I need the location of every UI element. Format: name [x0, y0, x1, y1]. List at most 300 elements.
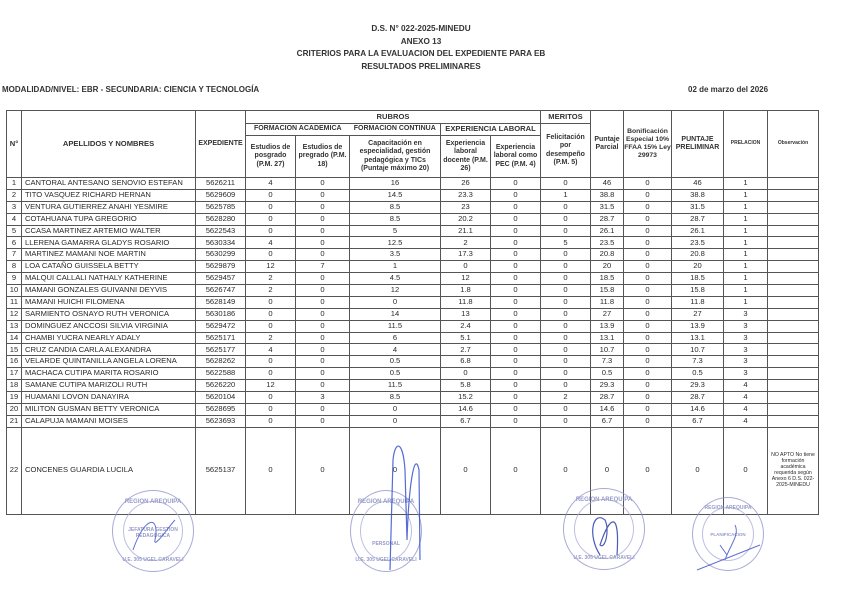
bonificacion: 0 — [624, 356, 672, 368]
prelacion: 1 — [724, 189, 768, 201]
row-number: 18 — [7, 380, 22, 392]
expediente-number: 5626211 — [196, 178, 246, 190]
col-header-exp-docente: Experiencia laboral docente (P.M. 26) — [441, 136, 491, 178]
prelacion: 3 — [724, 356, 768, 368]
applicant-name: MAMANI HUICHI FILOMENA — [22, 296, 196, 308]
puntaje-preliminar: 14.6 — [672, 403, 724, 415]
row-number: 16 — [7, 356, 22, 368]
exp-pec-score: 0 — [491, 213, 541, 225]
expediente-number: 5628280 — [196, 213, 246, 225]
applicant-name: VELARDE QUINTANILLA ANGELA LORENA — [22, 356, 196, 368]
posgrado-score: 0 — [246, 225, 296, 237]
felicitacion-score: 0 — [541, 296, 591, 308]
felicitacion-score: 0 — [541, 178, 591, 190]
capacitacion-score: 3.5 — [350, 249, 441, 261]
table-row — [7, 380, 819, 392]
table-row — [7, 368, 819, 380]
group-header-rubros: RUBROS — [246, 111, 541, 124]
bonificacion: 0 — [624, 403, 672, 415]
observacion — [768, 249, 819, 261]
bonificacion: 0 — [624, 427, 672, 514]
felicitacion-score: 0 — [541, 308, 591, 320]
official-stamp-personal: REGION AREQUIPA PERSONAL U.E. 305 UGEL CARAVELI — [350, 490, 422, 572]
prelacion: 4 — [724, 380, 768, 392]
official-stamp-jefatura: REGION AREQUIPA JEFATURA GESTION PEDAGOGICA U.E. 305 UGEL CARAVELI — [112, 490, 194, 572]
prelacion: 4 — [724, 392, 768, 404]
bonificacion: 0 — [624, 285, 672, 297]
exp-pec-score: 0 — [491, 356, 541, 368]
table-row — [7, 392, 819, 404]
capacitacion-score: 8.5 — [350, 213, 441, 225]
pregrado-score: 0 — [296, 285, 350, 297]
col-header-capacitacion: Capacitación en especialidad, gestión pedagógica y TICs (Puntaje máximo 20) — [350, 136, 441, 178]
prelacion: 3 — [724, 332, 768, 344]
felicitacion-score: 1 — [541, 189, 591, 201]
table-row — [7, 403, 819, 415]
prelacion: 3 — [724, 368, 768, 380]
signature-1 — [125, 510, 185, 560]
felicitacion-score: 0 — [541, 403, 591, 415]
felicitacion-score: 0 — [541, 249, 591, 261]
modalidad-nivel: MODALIDAD/NIVEL: EBR - SECUNDARIA: CIENCIA Y TECNOLOGÍA — [2, 85, 260, 94]
prelacion: 4 — [724, 403, 768, 415]
applicant-name: MARTINEZ MAMANI NOE MARTIN — [22, 249, 196, 261]
expediente-number: 5625137 — [196, 427, 246, 514]
puntaje-preliminar: 13.1 — [672, 332, 724, 344]
row-number: 9 — [7, 273, 22, 285]
capacitacion-score: 0.5 — [350, 356, 441, 368]
puntaje-preliminar: 28.7 — [672, 213, 724, 225]
observacion — [768, 296, 819, 308]
puntaje-preliminar: 31.5 — [672, 201, 724, 213]
puntaje-preliminar: 0 — [672, 427, 724, 514]
capacitacion-score: 8.5 — [350, 201, 441, 213]
exp-docente-score: 20.2 — [441, 213, 491, 225]
expediente-number: 5622588 — [196, 368, 246, 380]
expediente-number: 5628149 — [196, 296, 246, 308]
pregrado-score: 0 — [296, 213, 350, 225]
felicitacion-score: 0 — [541, 201, 591, 213]
posgrado-score: 4 — [246, 237, 296, 249]
felicitacion-score: 0 — [541, 225, 591, 237]
exp-pec-score: 0 — [491, 308, 541, 320]
capacitacion-score: 11.5 — [350, 380, 441, 392]
puntaje-parcial: 6.7 — [591, 415, 624, 427]
observacion: NO APTO No tiene formación académica requerida según Anexo 6 D.S. 022-2025-MINEDU — [768, 427, 819, 514]
pregrado-score: 0 — [296, 189, 350, 201]
puntaje-parcial: 38.8 — [591, 189, 624, 201]
expediente-number: 5629609 — [196, 189, 246, 201]
observacion — [768, 189, 819, 201]
posgrado-score: 0 — [246, 356, 296, 368]
expediente-number: 5623693 — [196, 415, 246, 427]
row-number: 1 — [7, 178, 22, 190]
observacion — [768, 332, 819, 344]
capacitacion-score: 0 — [350, 296, 441, 308]
bonificacion: 0 — [624, 320, 672, 332]
capacitacion-score: 14 — [350, 308, 441, 320]
observacion — [768, 261, 819, 273]
bonificacion: 0 — [624, 415, 672, 427]
applicant-name: CANTORAL ANTESANO SENOVIO ESTEFAN — [22, 178, 196, 190]
puntaje-preliminar: 13.9 — [672, 320, 724, 332]
posgrado-score: 12 — [246, 380, 296, 392]
puntaje-parcial: 27 — [591, 308, 624, 320]
group-header-formacion-academica: FORMACION ACADEMICA — [246, 124, 350, 136]
pregrado-score: 7 — [296, 261, 350, 273]
row-number: 2 — [7, 189, 22, 201]
felicitacion-score: 5 — [541, 237, 591, 249]
puntaje-parcial: 46 — [591, 178, 624, 190]
expediente-number: 5630299 — [196, 249, 246, 261]
table-row — [7, 415, 819, 427]
bonificacion: 0 — [624, 392, 672, 404]
pregrado-score: 0 — [296, 380, 350, 392]
capacitacion-score: 12 — [350, 285, 441, 297]
posgrado-score: 4 — [246, 178, 296, 190]
bonificacion: 0 — [624, 332, 672, 344]
puntaje-preliminar: 26.1 — [672, 225, 724, 237]
felicitacion-score: 0 — [541, 368, 591, 380]
posgrado-score: 0 — [246, 415, 296, 427]
exp-docente-score: 12 — [441, 273, 491, 285]
applicant-name: SARMIENTO OSNAYO RUTH VERONICA — [22, 308, 196, 320]
felicitacion-score: 0 — [541, 285, 591, 297]
applicant-name: CRUZ CANDIA CARLA ALEXANDRA — [22, 344, 196, 356]
puntaje-parcial: 26.1 — [591, 225, 624, 237]
capacitacion-score: 11.5 — [350, 320, 441, 332]
puntaje-preliminar: 20.8 — [672, 249, 724, 261]
felicitacion-score: 0 — [541, 332, 591, 344]
puntaje-parcial: 18.5 — [591, 273, 624, 285]
capacitacion-score: 0 — [350, 427, 441, 514]
table-row — [7, 308, 819, 320]
felicitacion-score: 2 — [541, 392, 591, 404]
table-row — [7, 344, 819, 356]
group-header-formacion-continua: FORMACION CONTINUA — [350, 124, 441, 136]
exp-pec-score: 0 — [491, 380, 541, 392]
table-row — [7, 237, 819, 249]
prelacion: 1 — [724, 249, 768, 261]
capacitacion-score: 16 — [350, 178, 441, 190]
row-number: 7 — [7, 249, 22, 261]
exp-pec-score: 0 — [491, 189, 541, 201]
pregrado-score: 0 — [296, 368, 350, 380]
col-header-exp-pec: Experiencia laboral como PEC (P.M. 4) — [491, 136, 541, 178]
expediente-number: 5629472 — [196, 320, 246, 332]
table-row — [7, 332, 819, 344]
applicant-name: CONCENES GUARDIA LUCILA — [22, 427, 196, 514]
pregrado-score: 0 — [296, 296, 350, 308]
exp-docente-score: 1.8 — [441, 285, 491, 297]
col-header-pregrado: Estudios de pregrado (P.M. 18) — [296, 136, 350, 178]
bonificacion: 0 — [624, 308, 672, 320]
posgrado-score: 0 — [246, 201, 296, 213]
expediente-number: 5625171 — [196, 332, 246, 344]
applicant-name: CALAPUJA MAMANI MOISES — [22, 415, 196, 427]
felicitacion-score: 0 — [541, 320, 591, 332]
expediente-number: 5628695 — [196, 403, 246, 415]
bonificacion: 0 — [624, 225, 672, 237]
prelacion: 3 — [724, 344, 768, 356]
row-number: 17 — [7, 368, 22, 380]
row-number: 15 — [7, 344, 22, 356]
expediente-number: 5625785 — [196, 201, 246, 213]
table-row — [7, 225, 819, 237]
prelacion: 3 — [724, 320, 768, 332]
observacion — [768, 368, 819, 380]
pregrado-score: 0 — [296, 344, 350, 356]
official-stamp-ugel: REGION AREQUIPA U.E. 305 UGEL CARAVELI — [563, 488, 645, 570]
puntaje-parcial: 20.8 — [591, 249, 624, 261]
applicant-name: CCASA MARTINEZ ARTEMIO WALTER — [22, 225, 196, 237]
document-date: 02 de marzo del 2026 — [688, 85, 769, 94]
expediente-number: 5630186 — [196, 308, 246, 320]
exp-pec-score: 0 — [491, 249, 541, 261]
exp-docente-score: 2.4 — [441, 320, 491, 332]
bonificacion: 0 — [624, 213, 672, 225]
puntaje-parcial: 28.7 — [591, 392, 624, 404]
expediente-number: 5629457 — [196, 273, 246, 285]
row-number: 12 — [7, 308, 22, 320]
row-number: 13 — [7, 320, 22, 332]
posgrado-score: 0 — [246, 308, 296, 320]
capacitacion-score: 8.5 — [350, 392, 441, 404]
col-header-bonificacion: Bonificación Especial 10% FFAA 15% Ley 29973 — [624, 111, 672, 178]
observacion — [768, 178, 819, 190]
pregrado-score: 0 — [296, 332, 350, 344]
pregrado-score: 0 — [296, 356, 350, 368]
puntaje-preliminar: 7.3 — [672, 356, 724, 368]
exp-pec-score: 0 — [491, 273, 541, 285]
row-number: 6 — [7, 237, 22, 249]
pregrado-score: 0 — [296, 403, 350, 415]
puntaje-preliminar: 20 — [672, 261, 724, 273]
puntaje-preliminar: 0.5 — [672, 368, 724, 380]
prelacion: 1 — [724, 237, 768, 249]
posgrado-score: 2 — [246, 273, 296, 285]
exp-docente-score: 21.1 — [441, 225, 491, 237]
table-row — [7, 249, 819, 261]
applicant-name: HUAMANI LOVON DANAYIRA — [22, 392, 196, 404]
bonificacion: 0 — [624, 249, 672, 261]
exp-pec-score: 0 — [491, 201, 541, 213]
puntaje-preliminar: 15.8 — [672, 285, 724, 297]
prelacion: 1 — [724, 225, 768, 237]
row-number: 8 — [7, 261, 22, 273]
puntaje-preliminar: 28.7 — [672, 392, 724, 404]
expediente-number: 5629879 — [196, 261, 246, 273]
exp-pec-score: 0 — [491, 415, 541, 427]
col-header-observacion: Observación — [768, 111, 819, 178]
observacion — [768, 201, 819, 213]
posgrado-score: 0 — [246, 368, 296, 380]
expediente-number: 5626220 — [196, 380, 246, 392]
exp-pec-score: 0 — [491, 237, 541, 249]
bonificacion: 0 — [624, 380, 672, 392]
exp-docente-score: 26 — [441, 178, 491, 190]
prelacion: 1 — [724, 273, 768, 285]
row-number: 11 — [7, 296, 22, 308]
pregrado-score: 0 — [296, 178, 350, 190]
pregrado-score: 0 — [296, 249, 350, 261]
applicant-name: MALQUI CALLALI NATHALY KATHERINE — [22, 273, 196, 285]
observacion — [768, 273, 819, 285]
puntaje-parcial: 11.8 — [591, 296, 624, 308]
pregrado-score: 0 — [296, 415, 350, 427]
bonificacion: 0 — [624, 296, 672, 308]
felicitacion-score: 0 — [541, 380, 591, 392]
row-number: 14 — [7, 332, 22, 344]
applicant-name: TITO VASQUEZ RICHARD HERNAN — [22, 189, 196, 201]
prelacion: 1 — [724, 213, 768, 225]
capacitacion-score: 14.5 — [350, 189, 441, 201]
exp-docente-score: 2 — [441, 237, 491, 249]
posgrado-score: 0 — [246, 213, 296, 225]
applicant-name: SAMANE CUTIPA MARIZOLI RUTH — [22, 380, 196, 392]
bonificacion: 0 — [624, 237, 672, 249]
col-header-prelacion: PRELACION — [724, 111, 768, 178]
puntaje-preliminar: 46 — [672, 178, 724, 190]
puntaje-preliminar: 29.3 — [672, 380, 724, 392]
decree-title: D.S. N° 022-2025-MINEDU — [371, 24, 471, 33]
applicant-name: DOMINGUEZ ANCCOSI SILVIA VIRGINIA — [22, 320, 196, 332]
col-header-expediente: EXPEDIENTE — [196, 111, 246, 178]
puntaje-parcial: 28.7 — [591, 213, 624, 225]
puntaje-preliminar: 27 — [672, 308, 724, 320]
col-header-felicitacion: Felicitación por desempeño (P.M. 5) — [541, 124, 591, 178]
observacion — [768, 344, 819, 356]
felicitacion-score: 0 — [541, 356, 591, 368]
puntaje-parcial: 14.6 — [591, 403, 624, 415]
exp-pec-score: 0 — [491, 178, 541, 190]
exp-docente-score: 0 — [441, 368, 491, 380]
prelacion: 1 — [724, 285, 768, 297]
pregrado-score: 0 — [296, 201, 350, 213]
bonificacion: 0 — [624, 201, 672, 213]
observacion — [768, 320, 819, 332]
table-row — [7, 189, 819, 201]
pregrado-score: 0 — [296, 427, 350, 514]
puntaje-parcial: 15.8 — [591, 285, 624, 297]
exp-pec-score: 0 — [491, 392, 541, 404]
posgrado-score: 0 — [246, 320, 296, 332]
group-header-experiencia-laboral: EXPERIENCIA LABORAL — [441, 124, 541, 136]
table-row — [7, 273, 819, 285]
observacion — [768, 415, 819, 427]
posgrado-score: 0 — [246, 403, 296, 415]
puntaje-preliminar: 38.8 — [672, 189, 724, 201]
observacion — [768, 213, 819, 225]
applicant-name: COTAHUANA TUPA GREGORIO — [22, 213, 196, 225]
row-number: 20 — [7, 403, 22, 415]
expediente-number: 5622543 — [196, 225, 246, 237]
puntaje-preliminar: 6.7 — [672, 415, 724, 427]
table-row — [7, 296, 819, 308]
exp-docente-score: 6.7 — [441, 415, 491, 427]
observacion — [768, 225, 819, 237]
puntaje-preliminar: 11.8 — [672, 296, 724, 308]
puntaje-parcial: 7.3 — [591, 356, 624, 368]
table-row — [7, 261, 819, 273]
puntaje-preliminar: 18.5 — [672, 273, 724, 285]
posgrado-score: 2 — [246, 285, 296, 297]
felicitacion-score: 0 — [541, 427, 591, 514]
exp-docente-score: 0 — [441, 261, 491, 273]
row-number: 21 — [7, 415, 22, 427]
exp-docente-score: 14.6 — [441, 403, 491, 415]
exp-pec-score: 0 — [491, 344, 541, 356]
felicitacion-score: 0 — [541, 415, 591, 427]
pregrado-score: 0 — [296, 273, 350, 285]
exp-docente-score: 0 — [441, 427, 491, 514]
observacion — [768, 308, 819, 320]
pregrado-score: 3 — [296, 392, 350, 404]
exp-docente-score: 11.8 — [441, 296, 491, 308]
exp-pec-score: 0 — [491, 320, 541, 332]
observacion — [768, 285, 819, 297]
puntaje-parcial: 13.9 — [591, 320, 624, 332]
official-stamp-planificacion: REGION AREQUIPA PLANIFICACION — [692, 497, 764, 571]
exp-docente-score: 2.7 — [441, 344, 491, 356]
exp-docente-score: 23.3 — [441, 189, 491, 201]
applicant-name: MILITON GUSMAN BETTY VERONICA — [22, 403, 196, 415]
col-header-n: N° — [7, 111, 22, 178]
prelacion: 1 — [724, 261, 768, 273]
col-header-puntaje-parcial: Puntaje Parcial — [591, 111, 624, 178]
row-number: 22 — [7, 427, 22, 514]
capacitacion-score: 4.5 — [350, 273, 441, 285]
exp-pec-score: 0 — [491, 403, 541, 415]
posgrado-score: 12 — [246, 261, 296, 273]
bonificacion: 0 — [624, 178, 672, 190]
applicant-name: MAMANI GONZALES GUIVANNI DEYVIS — [22, 285, 196, 297]
felicitacion-score: 0 — [541, 273, 591, 285]
pregrado-score: 0 — [296, 320, 350, 332]
row-number: 10 — [7, 285, 22, 297]
capacitacion-score: 1 — [350, 261, 441, 273]
observacion — [768, 392, 819, 404]
puntaje-parcial: 31.5 — [591, 201, 624, 213]
row-number: 3 — [7, 201, 22, 213]
observacion — [768, 380, 819, 392]
row-number: 4 — [7, 213, 22, 225]
felicitacion-score: 0 — [541, 261, 591, 273]
group-header-meritos: MERITOS — [541, 111, 591, 124]
puntaje-parcial: 20 — [591, 261, 624, 273]
prelacion: 1 — [724, 201, 768, 213]
puntaje-preliminar: 10.7 — [672, 344, 724, 356]
exp-docente-score: 13 — [441, 308, 491, 320]
prelacion: 4 — [724, 415, 768, 427]
exp-pec-score: 0 — [491, 225, 541, 237]
capacitacion-score: 12.5 — [350, 237, 441, 249]
applicant-name: LLERENA GAMARRA GLADYS ROSARIO — [22, 237, 196, 249]
bonificacion: 0 — [624, 189, 672, 201]
table-row — [7, 178, 819, 190]
exp-docente-score: 6.8 — [441, 356, 491, 368]
col-header-nombres: APELLIDOS Y NOMBRES — [22, 111, 196, 178]
exp-docente-score: 5.1 — [441, 332, 491, 344]
posgrado-score: 0 — [246, 392, 296, 404]
expediente-number: 5630334 — [196, 237, 246, 249]
pregrado-score: 0 — [296, 225, 350, 237]
exp-pec-score: 0 — [491, 285, 541, 297]
posgrado-score: 0 — [246, 427, 296, 514]
row-number: 19 — [7, 392, 22, 404]
exp-docente-score: 15.2 — [441, 392, 491, 404]
expediente-number: 5628262 — [196, 356, 246, 368]
